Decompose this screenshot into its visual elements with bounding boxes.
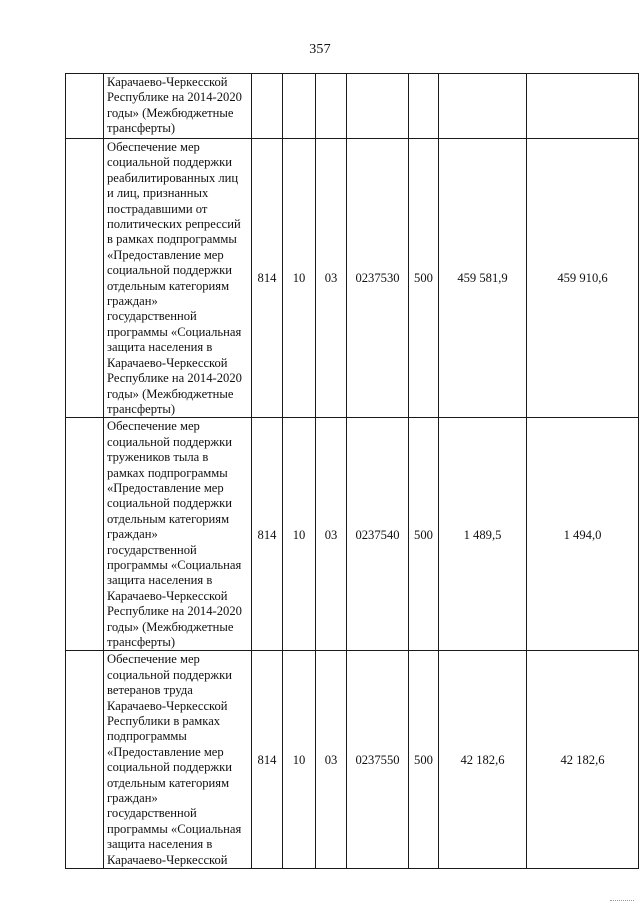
item-name-cell	[104, 651, 252, 869]
rz-cell: 10	[283, 651, 316, 869]
table-row	[66, 139, 639, 418]
row-index-cell	[66, 74, 104, 139]
pr-cell	[316, 74, 347, 139]
item-name: Обеспечение мер социальной поддержки тружеников тыла в рамках подпрограммы «Предоставление мер социальной поддержки отдельным категориям граждан» государственной программы «Социальная защита населения в Карачаево-Черкесской Республике на 2014-2020 годы» (Межбюджетные трансферты)	[107, 419, 242, 649]
pr-cell: 03	[316, 651, 347, 869]
table-row	[66, 418, 639, 651]
vr-cell: 500	[409, 139, 439, 418]
row-index-cell	[66, 418, 104, 651]
item-name-cell	[104, 418, 252, 651]
sum-2014-cell: 42 182,6	[439, 651, 527, 869]
sum-2014-cell: 1 489,5	[439, 418, 527, 651]
csr-cell: 0237530	[347, 139, 409, 418]
page-number: 357	[309, 42, 331, 57]
rz-cell: 10	[283, 139, 316, 418]
budget-table	[65, 73, 639, 869]
sum-2015-cell	[527, 74, 639, 139]
ved-cell	[252, 74, 283, 139]
table-row	[66, 651, 639, 869]
sum-2015-cell: 42 182,6	[527, 651, 639, 869]
sum-2015-cell: 459 910,6	[527, 139, 639, 418]
item-name: Обеспечение мер социальной поддержки ветеранов труда Карачаево-Черкесской Республики в рамках подпрограммы «Предоставление мер социальной поддержки отдельным категориям граждан» государственной программы «Социальная защита населения в Карачаево-Черкесской	[107, 652, 242, 867]
pr-cell: 03	[316, 418, 347, 651]
table-row	[66, 74, 639, 139]
pr-cell: 03	[316, 139, 347, 418]
sum-2015-cell: 1 494,0	[527, 418, 639, 651]
rz-cell: 10	[283, 418, 316, 651]
vr-cell: 500	[409, 418, 439, 651]
row-index-cell	[66, 651, 104, 869]
ved-cell: 814	[252, 651, 283, 869]
csr-cell: 0237550	[347, 651, 409, 869]
ved-cell: 814	[252, 418, 283, 651]
csr-cell: 0237540	[347, 418, 409, 651]
ved-cell: 814	[252, 139, 283, 418]
csr-cell	[347, 74, 409, 139]
item-name: Карачаево-Черкесской Республике на 2014-2020 годы» (Межбюджетные трансферты)	[107, 75, 242, 136]
rz-cell	[283, 74, 316, 139]
row-index-cell	[66, 139, 104, 418]
sum-2014-cell: 459 581,9	[439, 139, 527, 418]
vr-cell	[409, 74, 439, 139]
sum-2014-cell	[439, 74, 527, 139]
item-name-cell	[104, 139, 252, 418]
item-name-cell	[104, 74, 252, 139]
scan-artifact	[610, 900, 634, 901]
vr-cell: 500	[409, 651, 439, 869]
item-name: Обеспечение мер социальной поддержки реабилитированных лиц и лиц, признанных пострадавшими от политических репрессий в рамках подпрограммы «Предоставление мер социальной поддержки отдельным категориям граждан» государственной программы «Социальная защита населения в Карачаево-Черкесской Республике на 2014-2020 годы» (Межбюджетные трансферты)	[107, 140, 242, 416]
